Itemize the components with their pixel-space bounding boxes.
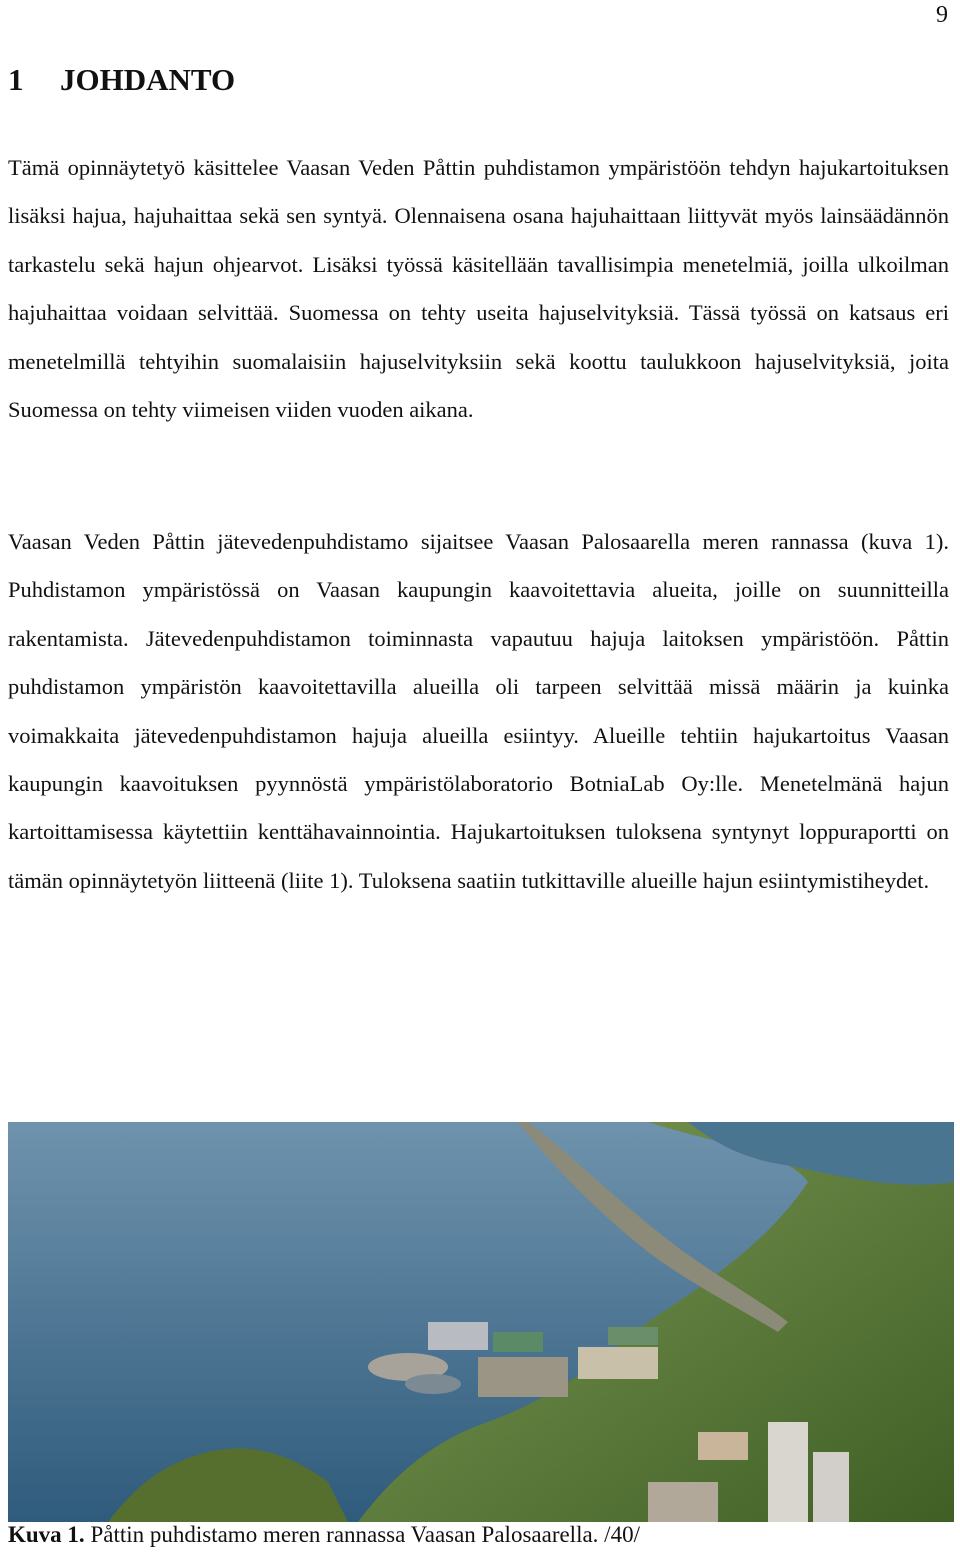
chapter-heading — [8, 62, 235, 98]
aerial-photo-treatment-plant — [8, 1122, 954, 1522]
chapter-title: JOHDANTO — [60, 62, 236, 97]
figure-caption-text: Påttin puhdistamo meren rannassa Vaasan Palosaarella. /40/ — [84, 1522, 640, 1547]
intro-paragraph: Tämä opinnäytetyö käsittelee Vaasan Veden Påttin puhdistamon ympäristöön tehdyn hajukartoituksen lisäksi hajua, hajuhaittaa sekä sen syntyä. Olennaisena osana hajuhaittaan liittyvät myös lainsäädännön tarkastelu sekä hajun ohjearvot. Lisäksi työssä käsitellään tavallisimpia menetelmiä, joilla ulkoilman hajuhaittaa voidaan selvittää. Suomessa on tehty useita hajuselvityksiä. Tässä työssä on katsaus eri menetelmillä tehtyihin suomalaisiin hajuselvityksiin sekä koottu taulukkoon hajuselvityksiä, joita Suomessa on tehty viimeisen viiden vuoden aikana. — [8, 155, 949, 423]
plant-description-paragraph: Vaasan Veden Påttin jätevedenpuhdistamo sijaitsee Vaasan Palosaarella meren rannassa (kuva 1). Puhdistamon ympäristössä on Vaasan kaupungin kaavoitettavia alueita, joille on suunnitteilla rakentamista. Jätevedenpuhdistamon toiminnasta vapautuu hajuja laitoksen ympäristöön. Påttin puhdistamon ympäristön kaavoitettavilla alueilla oli tarpeen selvittää missä määrin ja kuinka voimakkaita jätevedenpuhdistamon hajuja alueilla esiintyy. Alueille tehtiin hajukartoitus Vaasan kaupungin kaavoituksen pyynnöstä ympäristölaboratorio BotniaLab Oy:lle. Menetelmänä hajun kartoittamisessa käytettiin kenttähavainnointia. Hajukartoituksen tuloksena syntynyt loppuraportti on tämän opinnäytetyön liitteenä (liite 1). Tuloksena saatiin tutkittaville alueille hajun esiintymistiheydet. — [8, 529, 949, 893]
figure-caption — [8, 1522, 640, 1548]
figure-label: Kuva 1. — [8, 1522, 85, 1547]
page-number: 9 — [936, 2, 948, 28]
chapter-number: 1 — [8, 62, 24, 97]
